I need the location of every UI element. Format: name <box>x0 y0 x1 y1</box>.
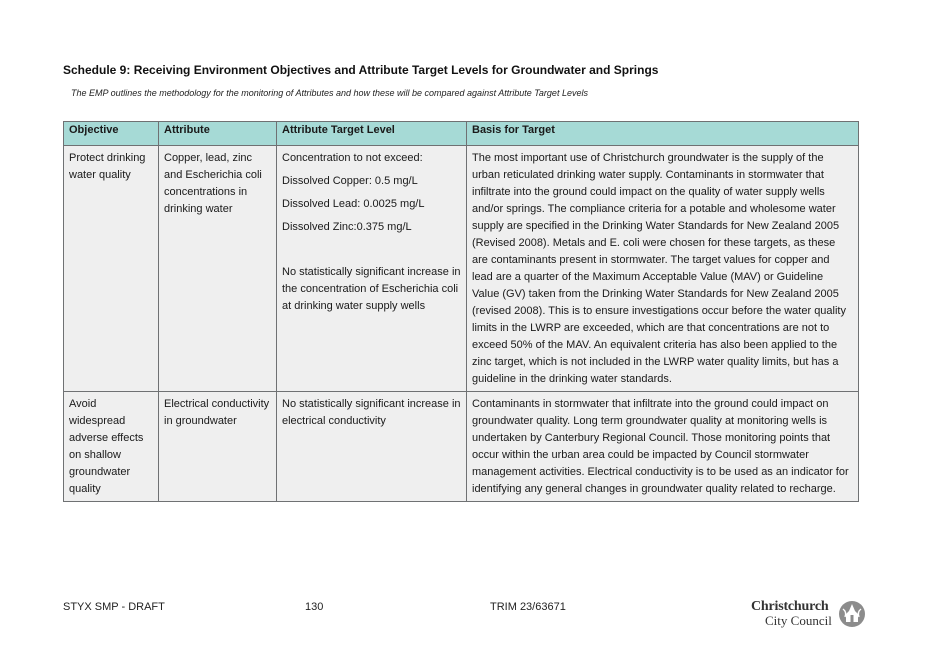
table-header-row <box>64 122 859 146</box>
column-header-target-level: Attribute Target Level <box>277 122 467 146</box>
footer-page-number: 130 <box>305 601 324 613</box>
logo-text-line1: Christchurch <box>751 599 829 614</box>
table-row <box>64 392 859 502</box>
target-lead: Dissolved Lead: 0.0025 mg/L <box>282 198 425 210</box>
attribute-cell: Copper, lead, zinc and Escherichia coli concentrations in drinking water <box>159 146 277 392</box>
column-header-objective: Objective <box>64 122 159 146</box>
council-logo <box>751 599 866 629</box>
intro-text: The EMP outlines the methodology for the monitoring of Attributes and how these will be compared against Attribute Target Levels <box>71 88 588 98</box>
target-level-cell: No statistically significant increase in electrical conductivity <box>277 392 467 502</box>
target-copper: Dissolved Copper: 0.5 mg/L <box>282 175 418 187</box>
basis-cell: Contaminants in stormwater that infiltrate into the ground could impact on groundwater quality. Long term groundwater quality at monitoring wells is undertaken by Canterbury Regional Council. Those monitoring points that occur within the urban area could be impacted by Council stormwater management activities. Electrical conductivity is to be used as an indicator for identifying any general changes in groundwater quality related to recharge. <box>467 392 859 502</box>
objective-cell: Avoid widespread adverse effects on shallow groundwater quality <box>64 392 159 502</box>
target-ecoli: No statistically significant increase in the concentration of Escherichia coli at drinking water supply wells <box>282 266 461 312</box>
column-header-basis: Basis for Target <box>467 122 859 146</box>
column-header-attribute: Attribute <box>159 122 277 146</box>
target-intro: Concentration to not exceed: <box>282 152 423 164</box>
schedule-table <box>63 121 859 502</box>
table-row <box>64 146 859 392</box>
target-zinc: Dissolved Zinc:0.375 mg/L <box>282 221 412 233</box>
logo-text-line2: City Council <box>765 613 832 628</box>
schedule-heading: Schedule 9: Receiving Environment Objectives and Attribute Target Levels for Groundwater and Springs <box>63 63 659 77</box>
target-level-cell <box>277 146 467 392</box>
attribute-cell: Electrical conductivity in groundwater <box>159 392 277 502</box>
footer-trim-reference: TRIM 23/63671 <box>490 601 566 613</box>
footer-document-name: STYX SMP - DRAFT <box>63 601 165 613</box>
objective-cell: Protect drinking water quality <box>64 146 159 392</box>
basis-cell: The most important use of Christchurch groundwater is the supply of the urban reticulated drinking water supply. Contaminants in stormwater that infiltrate into the ground could impact on the quality of water supply wells and/or springs. The compliance criteria for a potable and wholesome water supply are specified in the Drinking Water Standards for New Zealand 2005 (Revised 2008). Metals and E. coli were chosen for these targets, as these are contaminants present in stormwater. The target values for copper and lead are a quarter of the Maximum Acceptable Value (MAV) or Guideline Value (GV) taken from the Drinking Water Standards for New Zealand 2005 (revised 2008). This is to ensure investigations occur before the water quality limits in the LWRP are exceeded, which are that concentrations are not to exceed 50% of the MAV. An equivalent criteria has also been applied to the zinc target, which is not included in the LWRP water quality limits, but has a guideline in the drinking water standards. <box>467 146 859 392</box>
christchurch-cathedral-logo-icon <box>838 600 866 628</box>
